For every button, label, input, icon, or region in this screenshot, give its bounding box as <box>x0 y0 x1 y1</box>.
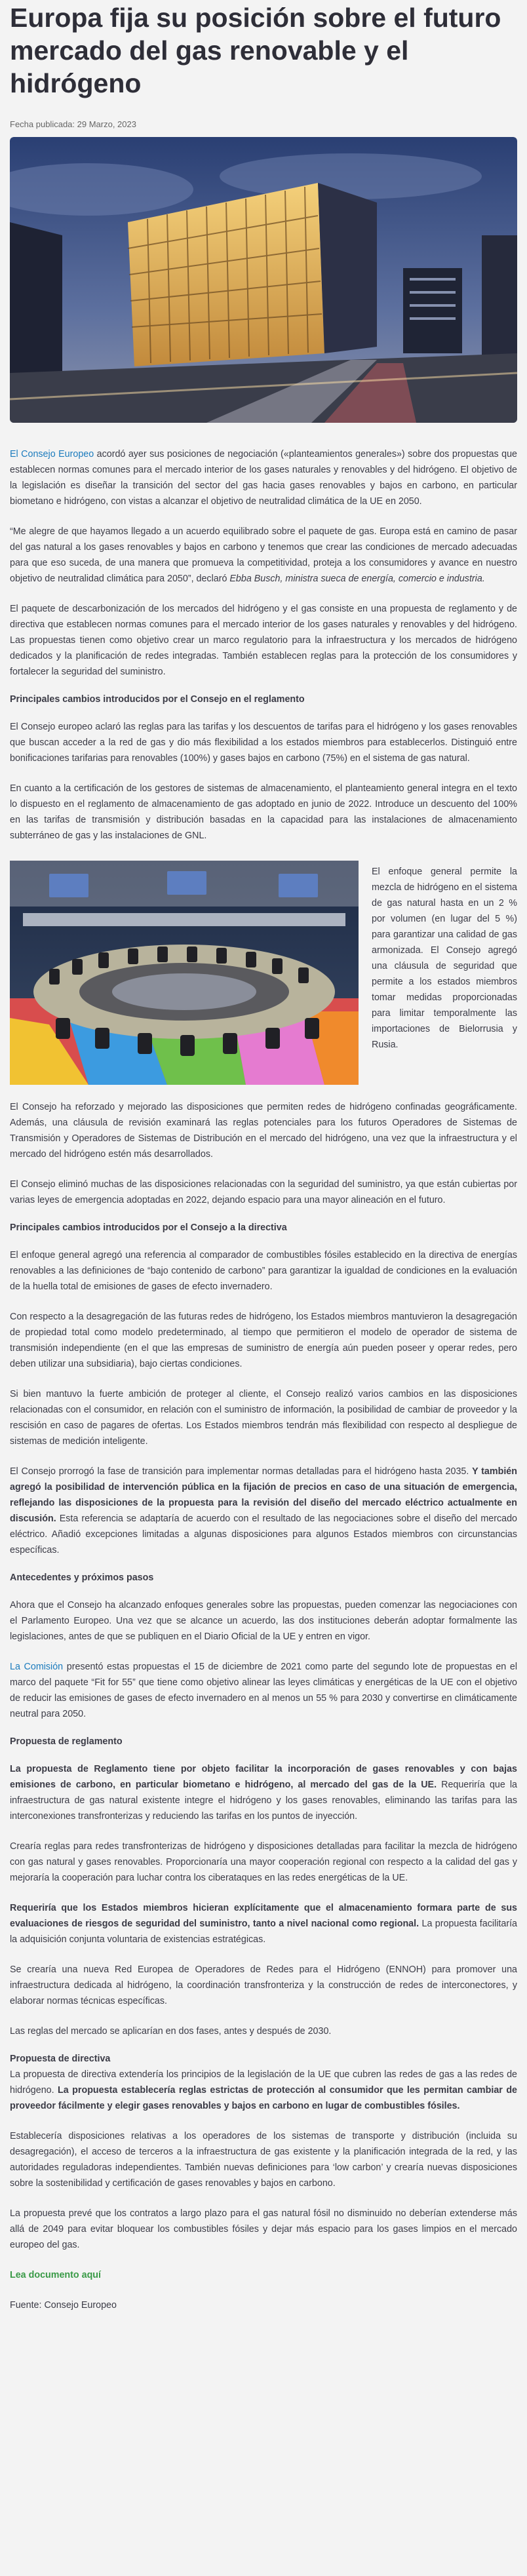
intro-paragraph: El Consejo Europeo acordó ayer sus posiciones de negociación («planteamientos generales») sobre dos propuestas que establecen normas comunes para el mercado interior de los gases naturales y renovables y del hidrógeno. El objetivo de la legislación es diseñar la transición del sector del gas hacia gases renovables y bajos en carbono, en particular biometano e hidrógeno, con vistas a alcanzar el objetivo de neutralidad climática de la UE en 2050. <box>10 449 517 507</box>
page-title: Europa fija su posición sobre el futuro mercado del gas renovable y el hidrógeno <box>10 3 501 98</box>
consejo-link[interactable]: El Consejo Europeo <box>10 449 94 459</box>
section-heading-directiva-changes: Principales cambios introducidos por el Consejo a la directiva <box>10 1222 287 1233</box>
paragraph: Las reglas del mercado se aplicarían en dos fases, antes y después de 2030. <box>10 2026 332 2037</box>
comision-link[interactable]: La Comisión <box>10 1662 64 1672</box>
paragraph: El Consejo ha reforzado y mejorado las disposiciones que permiten redes de hidrógeno confinadas geográficamente. Además, una cláusula de revisión examinará las reglas potenciales para los futuros Operadores de Sistemas de Transmisión y Operadores de Sistemas de Distribución en el mercado del hidrógeno, una vez que la infraestructura y el mercado del hidrógeno estén más desarrollados. <box>10 1102 517 1160</box>
paragraph: La propuesta de Reglamento tiene por objeto facilitar la incorporación de gases renovables y con bajas emisiones de carbono, en particular biometano e hidrógeno, al mercado del gas de la UE. Requeriría que la infraestructura de gas natural existente integre el hidrógeno y los gases renovables, eliminando las tarifas para las interconexiones transfronterizas y reduciendo las tarifas en los puntos de inyección. <box>10 1764 517 1822</box>
paragraph: Si bien mantuvo la fuerte ambición de proteger al cliente, el Consejo realizó varios cambios en las disposiciones relacionadas con el consumidor, en relación con el suministro de información, la posibilidad de cambiar de proveedor y la rescisión en caso de pagares de ofertas. Los Estados miembros tendrán más flexibilidad con respecto al despliegue de sistemas de medición inteligente. <box>10 1389 517 1447</box>
paragraph: El Consejo europeo aclaró las reglas para las tarifas y los descuentos de tarifas para el hidrógeno y los gases renovables que buscan acceder a la red de gas y dio más flexibilidad a los estados miembros para establecerlos. Distinguió entre bonificaciones tarifarias para renovables (100%) y gases bajos en carbono (75%) en el sistema de gas natural. <box>10 722 517 764</box>
publish-date: Fecha publicada: 29 Marzo, 2023 <box>10 119 136 129</box>
paragraph: La Comisión presentó estas propuestas el 15 de diciembre de 2021 como parte del segundo lote de propuestas en el marco del paquete “Fit for 55” que tiene como objetivo alinear las leyes climáticas y energéticas de la UE con el objetivo de reducir las emisiones de gases de efecto invernadero en al menos un 55 % para 2030 y convertirse en climáticamente neutral para 2050. <box>10 1662 517 1719</box>
paragraph: El paquete de descarbonización de los mercados del hidrógeno y el gas consiste en una propuesta de reglamento y de directiva que establecen normas comunes para el mercado interior de los gases naturales y renovables y del hidrógeno. Las propuestas tienen como objetivo crear un marco regulatorio para la infraestructura y los mercados de hidrógeno dedicados y la planificación de redes integradas. También establecen reglas para la protección de los consumidores y fortalecer la seguridad del suministro. <box>10 604 517 677</box>
paragraph: El Consejo eliminó muchas de las disposiciones relacionadas con la seguridad del suministro, ya que están cubiertas por varias leyes de emergencia adoptadas en 2022, dejando espacio para una mayor alineación en el futuro. <box>10 1179 517 1205</box>
section-heading-antecedentes: Antecedentes y próximos pasos <box>10 1572 154 1583</box>
paragraph: Establecería disposiciones relativas a los operadores de los sistemas de transporte y distribución (incluida su desagregación), el acceso de terceros a la infraestructura de gas existente y la planificación integrada de la red, y las autoridades reguladoras independientes. También nuevas definiciones para ‘low carbon’ y crearía nuevas disposiciones sobre la sostenibilidad y certificación de gases renovables y bajos en carbono. <box>10 2131 517 2189</box>
meeting-image <box>10 861 359 1085</box>
quote-paragraph: “Me alegre de que hayamos llegado a un acuerdo equilibrado sobre el paquete de gas. Europa está en camino de pasar del gas natural a los gases renovables y bajos en carbono y tenemos que crear las condiciones de mercado adecuadas para que eso suceda, de una manera que promueva la competitividad, proteja a los consumidores y avance en nuestro objetivo de neutralidad climática para 2050”, declaró Ebba Busch, ministra sueca de energía, comercio e industria. <box>10 526 517 584</box>
image-with-text-row <box>10 861 517 1085</box>
paragraph: Crearía reglas para redes transfronterizas de hidrógeno y disposiciones detalladas para facilitar la mezcla de hidrógeno con gas natural y gases renovables. Proporcionaría una mayor cooperación regional con respecto a la calidad del gas y mejoraría la cooperación para luchar contra los ciberataques en las redes energéticas de la UE. <box>10 1841 517 1883</box>
paragraph: Ahora que el Consejo ha alcanzado enfoques generales sobre las propuestas, pueden comenzar las negociaciones con el Parlamento Europeo. Una vez que se alcance un acuerdo, las dos instituciones deberán adoptar formalmente las legislaciones, antes de que se publiquen en el Diario Oficial de la UE y entren en vigor. <box>10 1600 517 1642</box>
paragraph: Se crearía una nueva Red Europea de Operadores de Redes para el Hidrógeno (ENNOH) para promover una infraestructura dedicada al hidrógeno, la coordinación transfronteriza y la construcción de redes de interconectores, y elaborar normas técnicas específicas. <box>10 1964 517 2006</box>
source-line: Fuente: Consejo Europeo <box>10 2300 117 2311</box>
image-side-text: El enfoque general permite la mezcla de hidrógeno en el sistema de gas natural hasta en un 2 % por volumen (en lugar del 5 %) para garantizar una calidad de gas armonizada. El Consejo agregó una cláusula de seguridad que permite a los estados miembros tomar medidas proporcionadas para limitar temporalmente las importaciones de Bielorrusia y Rusia. <box>372 867 517 1050</box>
paragraph: Con respecto a la desagregación de las futuras redes de hidrógeno, los Estados miembros mantuvieron la desagregación de propiedad total como modelo predeterminado, al tiempo que permitieron el modelo de operador de sistema de transmisión independiente (en el que las empresas de suministro de energía aún pueden poseer y operar redes, pero deben utilizar una subsidiaria), bajo ciertas condiciones. <box>10 1312 517 1369</box>
paragraph: El enfoque general agregó una referencia al comparador de combustibles fósiles establecido en la directiva de energías renovables a las definiciones de “bajo contenido de carbono” para garantizar la igualdad de condiciones en la evaluación de la huella total de emisiones de gases de efecto invernadero. <box>10 1250 517 1292</box>
paragraph: La propuesta prevé que los contratos a largo plazo para el gas natural fósil no disminuido no deberían extenderse más allá de 2049 para evitar bloquear los combustibles fósiles y dejar más espacio para los gases limpios en el mercado europeo del gas. <box>10 2208 517 2250</box>
paragraph: La propuesta de directiva extendería los principios de la legislación de la UE que cubren las redes de gas a las redes de hidrógeno. La propuesta establecería reglas estrictas de protección al consumidor que les permitan cambiar de proveedor fácilmente y elegir gases renovables y bajos en carbono en lugar de combustibles fósiles. <box>10 2069 517 2111</box>
paragraph: Requeriría que los Estados miembros hicieran explícitamente que el almacenamiento formara parte de sus evaluaciones de riesgos de seguridad del suministro, tanto a nivel nacional como regional. La propuesta facilitaría la adquisición conjunta voluntaria de existencias estratégicas. <box>10 1903 518 1945</box>
read-document-link[interactable]: Lea documento aquí <box>10 2270 102 2280</box>
hero-image <box>10 137 517 423</box>
section-heading-propuesta-directiva: Propuesta de directiva <box>10 2054 111 2064</box>
paragraph: En cuanto a la certificación de los gestores de sistemas de almacenamiento, el planteamiento general integra en el texto lo dispuesto en el reglamento de almacenamiento de gas adoptado en junio de 2022. Introduce un descuento del 100% en las tarifas de transmisión y distribución basadas en la capacidad para las instalaciones de almacenamiento subterráneo de gas y las instalaciones de GNL. <box>10 783 517 841</box>
paragraph: El Consejo prorrogó la fase de transición para implementar normas detalladas para el hidrógeno hasta 2035. Y también agregó la posibilidad de intervención pública en la fijación de precios en caso de una situación de emergencia, reflejando las disposiciones de la propuesta para la revisión del diseño del mercado eléctrico actualmente en discusión. Esta referencia se adaptaría de acuerdo con el resultado de las negociaciones sobre el diseño del mercado eléctrico. Añadió excepciones limitadas a algunas disposiciones para algunos Estados miembros con circunstancias específicas. <box>10 1466 517 1555</box>
section-heading-propuesta-reglamento: Propuesta de reglamento <box>10 1736 123 1747</box>
section-heading-reglamento-changes: Principales cambios introducidos por el Consejo en el reglamento <box>10 694 305 705</box>
